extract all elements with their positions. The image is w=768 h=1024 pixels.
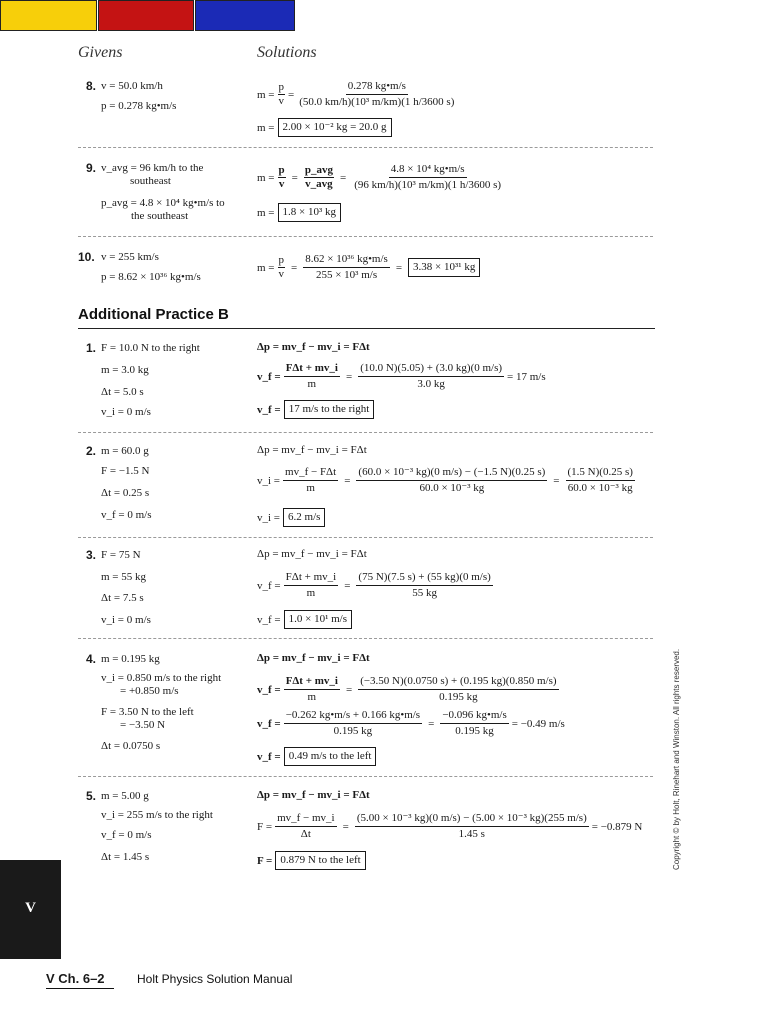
p8-equation-1 (257, 80, 459, 109)
b5-eq2-frac-2: $\frac{\text{(5.00 × 10⁻³ kg)(0 m/s) − (5.00 × 10⁻³ kg)(255 m/s)}}{1.45 s}$ (356, 812, 587, 840)
divider (78, 638, 653, 639)
b1-eq2-frac-2: $\frac{(10.0 N)(5.05) + (3.0 kg)(0 m/s)}{3.0 kg}$ (360, 362, 503, 390)
b2-given-1: m = 60.0 g (101, 445, 149, 457)
p9-given-1a: v_avg = 96 km/h to the (101, 162, 204, 174)
b2-eq2-frac-3: $\frac{(1.5 N)(0.25 s)}{\text{60.0 × 10⁻³ kg}}$ (567, 466, 633, 494)
p9-eq2-lead: m = (257, 206, 275, 219)
p9-eq1-pavg-over-vavg: $\frac{\text{p\_avg}}{\text{v\_avg}}$ (304, 164, 333, 190)
b4-eq3-frac-1: $\frac{-0.262 kg•m/s + 0.166 kg•m/s}{0.195 kg}$ (285, 709, 421, 737)
b2-equation-2: v_i = $\frac{\text{mv\_f − FΔt}}{m}$ = $\frac{\text{(60.0 × 10⁻³ kg)(0 m/s) − (−1.5 N)(0.25 s)}}{\text{60.0 × 10⁻³ kg}}$ = $\frac{(1.5 N)(0.25 s)}{\text{60.0 × 10⁻³ kg}}$ (257, 466, 633, 494)
b4-equation-1: Δp = mv_f − mv_i = FΔt (257, 652, 370, 664)
p9-given-1b: southeast (130, 175, 171, 187)
b2-given-3: Δt = 0.25 s (101, 487, 150, 499)
footer-chapter-rule (46, 988, 114, 989)
b5-equation-2: F = $\frac{mv\_f - mv\_i}{\Delta t}$ = $\frac{\text{(5.00 × 10⁻³ kg)(0 m/s) − (5.00 × 10⁻³ kg)(255 m/s)}}{1.45 s}$ = −0.879 N (257, 812, 643, 840)
b2-eq3-lead: v_i = (257, 511, 281, 524)
p9-eq1-lead: m = (257, 171, 275, 184)
b1-eq2-lead: v_f = (257, 370, 281, 383)
solutions-heading: Solutions (257, 44, 317, 61)
b3-given-3: Δt = 7.5 s (101, 592, 144, 604)
b3-answer-box: 1.0 × 10¹ m/s (284, 610, 352, 629)
footer-chapter: V Ch. 6–2 (46, 971, 105, 986)
b3-eq3-lead: v_f = (257, 613, 281, 626)
p10-equation: m = $\frac{p}{v}$ = $\frac{\text{8.62 × 10³⁶ kg•m/s}}{\text{255 × 10³ m/s}}$ = 3.38 × 10³¹ kg (257, 253, 480, 282)
b5-eq2-lead: F = (257, 820, 273, 833)
p8-eq2-lead: m = (257, 121, 275, 134)
b2-eq2-frac-1: $\frac{\text{mv\_f − FΔt}}{m}$ (285, 466, 337, 494)
p9-equation-1: m = $\frac{p}{v}$ = $\frac{\text{p\_avg}}{\text{v\_avg}}$ = $\frac{\text{4.8 × 10⁴ kg•m/s}}{\text{(96 km/h)(10³ m/km)(1 h/3600 s)}}$ (257, 163, 502, 191)
b4-equation-4 (257, 747, 376, 766)
b4-eq3-frac-2: $\frac{-0.096 kg•m/s}{0.195 kg}$ (442, 709, 507, 737)
givens-heading: Givens (78, 44, 123, 61)
problem-10-number: 10. (78, 250, 95, 264)
p8-eq1-p-over-v: $\frac{p}{v}$ (278, 81, 285, 107)
b2-eq2-frac-2: $\frac{\text{(60.0 × 10⁻³ kg)(0 m/s) − (−1.5 N)(0.25 s)}}{\text{60.0 × 10⁻³ kg}}$ (358, 466, 546, 494)
b4-eq2-frac-2: $\frac{(-3.50 N)(0.0750 s) + (0.195 kg)(0.850 m/s)}{0.195 kg}$ (360, 675, 557, 703)
problem-9-number: 9. (86, 161, 97, 175)
p8-equation-2 (257, 118, 392, 137)
b4-answer-box: 0.49 m/s to the left (284, 747, 377, 766)
b5-answer-box: 0.879 N to the left (275, 851, 365, 870)
b4-given-1: m = 0.195 kg (101, 653, 160, 665)
b2-given-4: v_f = 0 m/s (101, 509, 152, 521)
copyright-notice: Copyright © by Holt, Rinehart and Winston. All rights reserved. (672, 648, 681, 870)
b3-given-1: F = 75 N (101, 549, 141, 561)
yellow-color-tab (0, 0, 97, 31)
b5-given-2: v_i = 255 m/s to the right (101, 809, 213, 821)
b5-equation-1: Δp = mv_f − mv_i = FΔt (257, 789, 370, 801)
b1-eq2-result: = 17 m/s (507, 370, 546, 383)
b2-eq2-lead: v_i = (257, 474, 281, 487)
b1-given-4: v_i = 0 m/s (101, 406, 151, 418)
b4-given-2b: = +0.850 m/s (120, 685, 179, 697)
b5-eq2-frac-1: $\frac{mv\_f - mv\_i}{\Delta t}$ (277, 812, 335, 840)
blue-color-tab (195, 0, 295, 31)
practice-b-3-number: 3. (86, 548, 97, 562)
b4-equation-3: v_f = $\frac{-0.262 kg•m/s + 0.166 kg•m/s}{0.195 kg}$ = $\frac{-0.096 kg•m/s}{0.195 kg}$ = −0.49 m/s (257, 709, 565, 737)
p9-eq1-p-over-v: $\frac{p}{v}$ (278, 164, 285, 190)
b4-eq3-lead: v_f = (257, 717, 281, 730)
b1-eq3-lead: v_f = (257, 403, 281, 416)
b5-equation-3 (257, 851, 366, 870)
b4-eq2-frac-1: $\frac{\text{FΔt + mv\_i}}{m}$ (285, 675, 338, 703)
b1-given-1: F = 10.0 N to the right (101, 342, 200, 354)
b3-equation-1: Δp = mv_f − mv_i = FΔt (257, 548, 367, 560)
b5-given-3: v_f = 0 m/s (101, 829, 152, 841)
chapter-letter: V (25, 900, 36, 916)
b1-equation-1: Δp = mv_f − mv_i = FΔt (257, 341, 370, 353)
b2-equation-1: Δp = mv_f − mv_i = FΔt (257, 444, 367, 456)
p10-given-2: p = 8.62 × 10³⁶ kg•m/s (101, 271, 201, 283)
b4-eq4-lead: v_f = (257, 750, 281, 763)
b5-eq2-result: = −0.879 N (591, 820, 643, 833)
b1-given-3: Δt = 5.0 s (101, 386, 144, 398)
b1-answer-box: 17 m/s to the right (284, 400, 375, 419)
b3-eq2-frac-2: $\frac{(75 N)(7.5 s) + (55 kg)(0 m/s)}{55 kg}$ (358, 571, 491, 599)
p9-given-2a: p_avg = 4.8 × 10⁴ kg•m/s to (101, 197, 225, 209)
b3-equation-2: v_f = $\frac{\text{FΔt + mv\_i}}{m}$ = $\frac{(75 N)(7.5 s) + (55 kg)(0 m/s)}{55 kg}$ (257, 571, 491, 599)
p8-eq1-equals: = (288, 88, 295, 101)
section-rule (78, 328, 655, 329)
b2-equation-3 (257, 508, 325, 527)
b3-eq2-frac-1: $\frac{\text{FΔt + mv\_i}}{m}$ (285, 571, 337, 599)
practice-b-2-number: 2. (86, 444, 97, 458)
b2-given-2: F = −1.5 N (101, 465, 150, 477)
b2-answer-box: 6.2 m/s (283, 508, 325, 527)
p9-eq1-fraction: $\frac{\text{4.8 × 10⁴ kg•m/s}}{\text{(96 km/h)(10³ m/km)(1 h/3600 s)}}$ (354, 163, 502, 191)
p8-given-2: p = 0.278 kg•m/s (101, 100, 177, 112)
b1-eq2-frac-1: $\frac{\text{FΔt + mv\_i}}{m}$ (285, 362, 338, 390)
p9-equation-2 (257, 203, 341, 222)
problem-8-number: 8. (86, 79, 97, 93)
b4-eq2-lead: v_f = (257, 683, 281, 696)
b3-given-4: v_i = 0 m/s (101, 614, 151, 626)
practice-b-4-number: 4. (86, 652, 97, 666)
p8-eq1-lead: m = (257, 88, 275, 101)
p10-answer-box: 3.38 × 10³¹ kg (408, 258, 480, 277)
b3-equation-3 (257, 610, 352, 629)
p10-eq-fraction: $\frac{\text{8.62 × 10³⁶ kg•m/s}}{\text{255 × 10³ m/s}}$ (305, 253, 388, 281)
practice-b-5-number: 5. (86, 789, 97, 803)
b4-given-3b: = −3.50 N (120, 719, 166, 731)
b5-given-1: m = 5.00 g (101, 790, 149, 802)
b4-given-4: Δt = 0.0750 s (101, 740, 161, 752)
p8-answer-box: 2.00 × 10⁻² kg = 20.0 g (278, 118, 392, 137)
p8-eq1-fraction: $\frac{0.278 kg•m/s}{\text{(50.0 km/h)(10³ m/km)(1 h/3600 s)}}$ (299, 80, 455, 108)
b1-given-2: m = 3.0 kg (101, 364, 149, 376)
p9-answer-box: 1.8 × 10³ kg (278, 203, 342, 222)
b3-eq2-lead: v_f = (257, 579, 281, 592)
p10-given-1: v = 255 km/s (101, 251, 159, 263)
section-title: Additional Practice B (78, 306, 229, 323)
footer-book-title: Holt Physics Solution Manual (137, 972, 293, 986)
divider (78, 537, 653, 538)
p10-eq-p-over-v: $\frac{p}{v}$ (278, 254, 285, 280)
b4-given-3a: F = 3.50 N to the left (101, 706, 194, 718)
divider (78, 236, 653, 237)
b5-given-4: Δt = 1.45 s (101, 851, 150, 863)
p8-given-1: v = 50.0 km/h (101, 80, 163, 92)
b1-equation-3 (257, 400, 374, 419)
divider (78, 776, 653, 777)
b1-equation-2: v_f = $\frac{\text{FΔt + mv\_i}}{m}$ = $\frac{(10.0 N)(5.05) + (3.0 kg)(0 m/s)}{3.0 kg}$ = 17 m/s (257, 362, 546, 390)
p9-given-2b: the southeast (131, 210, 189, 222)
b5-eq3-lead: F = (257, 854, 273, 867)
divider (78, 147, 653, 148)
b4-given-2a: v_i = 0.850 m/s to the right (101, 672, 222, 684)
p10-eq-lead: m = (257, 261, 275, 274)
divider (78, 432, 653, 433)
b4-equation-2: v_f = $\frac{\text{FΔt + mv\_i}}{m}$ = $\frac{(-3.50 N)(0.0750 s) + (0.195 kg)(0.850 m/s)}{0.195 kg}$ (257, 675, 557, 703)
b4-eq3-result: = −0.49 m/s (511, 717, 565, 730)
b3-given-2: m = 55 kg (101, 571, 147, 583)
practice-b-1-number: 1. (86, 341, 97, 355)
red-color-tab (98, 0, 194, 31)
